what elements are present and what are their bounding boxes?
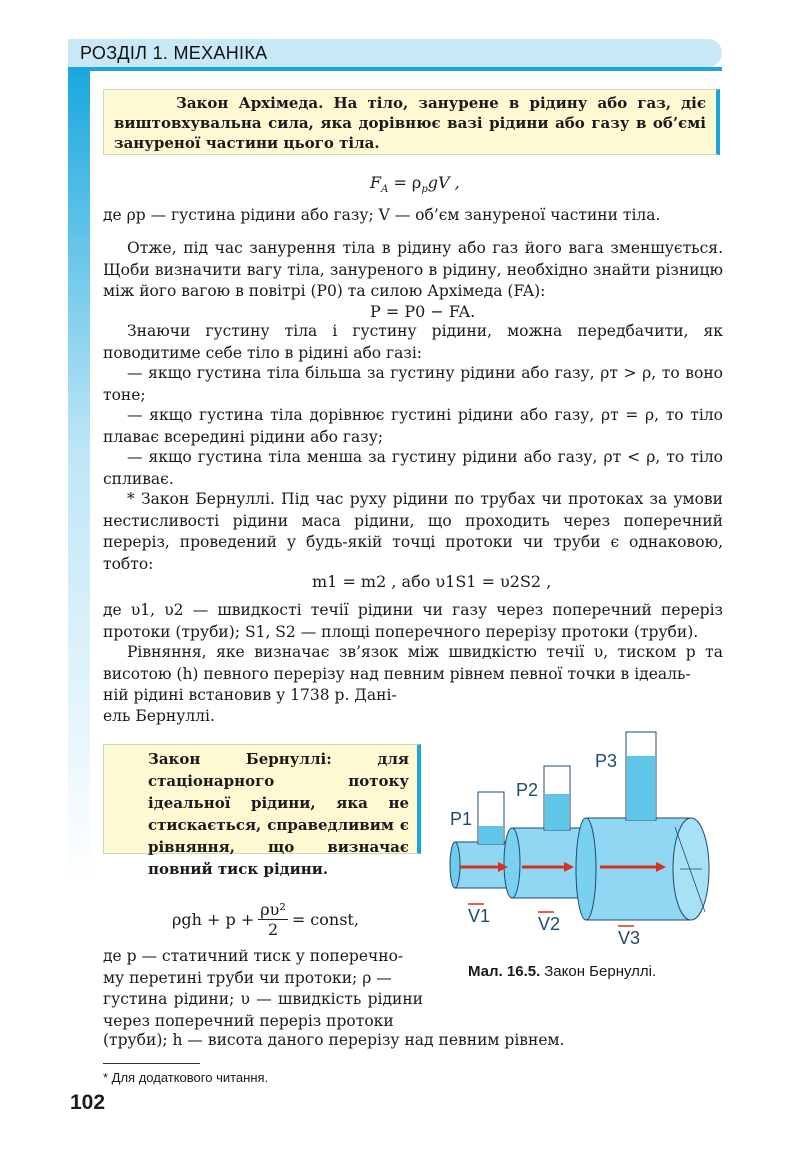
continuity-formula: m1 = m2 , або υ1S1 = υ2S2 , <box>312 572 552 591</box>
page-number: 102 <box>70 1091 106 1114</box>
case-sinks: — якщо густина тіла більша за густину рідини або газу, ρт > ρ, то воно тоне; <box>103 364 723 404</box>
archimedes-law-box <box>103 89 720 155</box>
where-paragraph-3: де p — статичний тиск у поперечно- му перетині труби чи протоки; ρ — густина рідини; υ — швидкість рідини через поперечний переріз протоки <box>103 947 423 1030</box>
where-paragraph-1: де ρр — густина рідини або газу; V — об’єм зануреної частини тіла. <box>103 206 661 224</box>
where-paragraph-3-end: (труби); h — висота даного перерізу над певним рівнем. <box>103 1031 565 1049</box>
figure-caption: Мал. 16.5. Закон Бернуллі. <box>468 963 657 980</box>
footnote: * Для додаткового читання. <box>103 1070 269 1085</box>
where-paragraph-2: де υ1, υ2 — швидкості течії рідини чи газу через поперечний переріз протоки (труби); S1, S2 — площі поперечного перерізу протоки (труби). <box>103 601 723 641</box>
bernoulli-formula: ρgh + p + $\frac{\text{ρυ²}}{2}$ = const, <box>172 900 359 939</box>
archimedes-formula: $F_A = \rho_рgV$ , <box>370 173 460 196</box>
section-header <box>68 39 722 67</box>
label-p3: P3 <box>595 751 618 771</box>
weight-paragraph: Отже, під час занурення тіла в рідину або газ його вага зменшується. Щоби визначити вагу тіла, зануреного в рідину, необхідно знайти різницю між його вагою в повітрі (P0) та силою Архімеда (FA): <box>103 239 723 300</box>
archimedes-law-text: Закон Архімеда. На тіло, занурене в рідину або газ, діє виштовхувальна сила, яка дорівнює вазі рідини або газу в об’ємі зануреної частини цього тіла. <box>114 94 706 152</box>
bernoulli-law-text: Закон Бернуллі: для стаціонарного потоку ідеальної рідини, яка не стискається, справедливим є рівняння, що визначає повний тиск рідини. <box>148 750 409 878</box>
bernoulli-figure <box>440 722 730 952</box>
equation-paragraph-line1: Рівняння, яке визначає зв’язок між швидкістю течії υ, тиском p та висотою (h) певного перерізу над певним рівнем певної точки в ідеаль- <box>103 643 723 683</box>
label-v2: V2 <box>538 914 561 934</box>
section-title: РОЗДІЛ 1. МЕХАНІКА <box>80 43 268 63</box>
equation-paragraph-line3: ель Бернуллі. <box>103 707 215 725</box>
header-divider <box>68 67 722 71</box>
bernoulli-intro: * Закон Бернуллі. Під час руху рідини по трубах чи протоках за умови нестисливості рідини маса рідини, що проходить через поперечний переріз, проведений у будь-якій точці протоки чи труби є однаковою, тобто: <box>103 490 723 573</box>
equation-paragraph-line2: ній рідині встановив у 1738 р. Дані- <box>103 686 397 704</box>
pipe-end-left <box>450 842 460 888</box>
bernoulli-law-box <box>103 744 421 878</box>
label-v1: V1 <box>468 906 491 926</box>
weight-formula: P = P0 − FA. <box>370 302 476 321</box>
case-rises: — якщо густина тіла менша за густину рідини або газу, ρт < ρ, то тіло спливає. <box>103 448 723 488</box>
side-gradient-bar <box>68 71 90 1158</box>
label-v3: V3 <box>618 928 641 948</box>
footnote-divider <box>103 1063 200 1064</box>
label-p2: P2 <box>516 780 539 800</box>
density-paragraph: Знаючи густину тіла і густину рідини, можна передбачити, як поводитиме себе тіло в рідині або газі: <box>103 322 723 362</box>
label-p1: P1 <box>450 809 473 829</box>
case-floats-inside: — якщо густина тіла дорівнює густині рідини або газу, ρт = ρ, то тіло плаває всередині рідини або газу; <box>103 406 723 446</box>
